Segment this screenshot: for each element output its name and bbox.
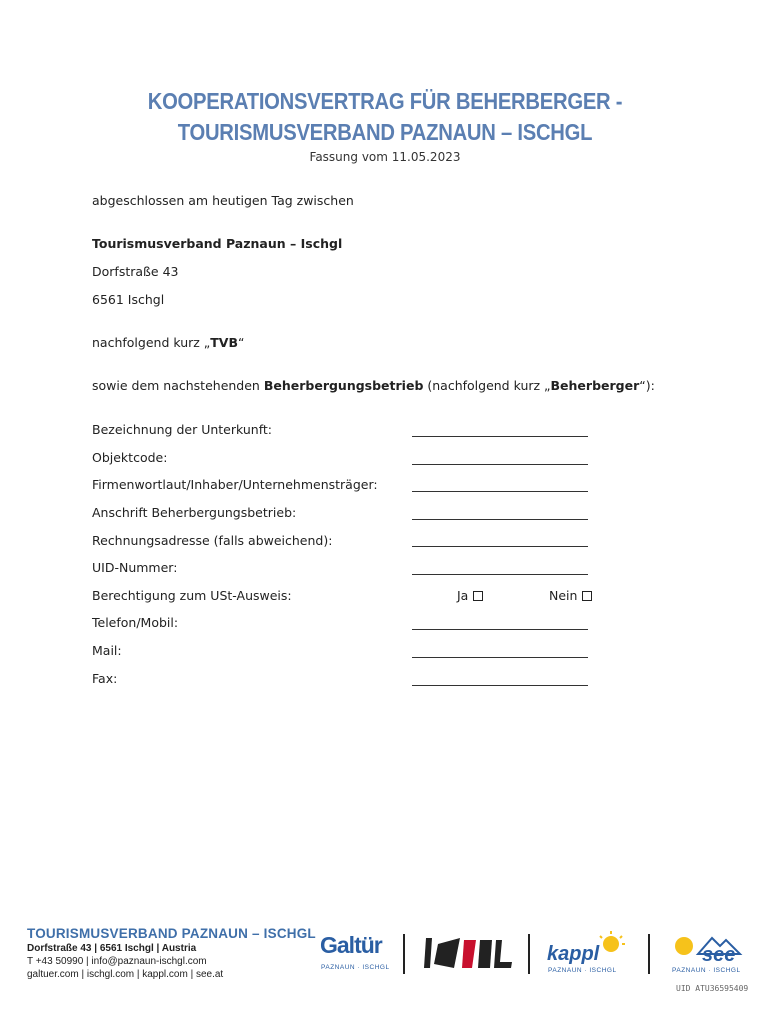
document-title-line2: TOURISMUSVERBAND PAZNAUN – ISCHGL bbox=[177, 119, 593, 145]
party-bold2: Beherberger bbox=[550, 378, 640, 393]
field-label-billing: Rechnungsadresse (falls abweichend): bbox=[92, 533, 333, 548]
short-prefix: nachfolgend kurz „ bbox=[92, 335, 211, 350]
field-label-vat: Berechtigung zum USt-Ausweis: bbox=[92, 588, 292, 603]
corner-code: UID ATU36595409 bbox=[676, 984, 749, 993]
field-label-uid: UID-Nummer: bbox=[92, 560, 178, 575]
field-label-company: Firmenwortlaut/Inhaber/Unternehmensträger: bbox=[92, 477, 378, 492]
footer-org-name: TOURISMUSVERBAND PAZNAUN – ISCHGL bbox=[27, 926, 316, 941]
galtuer-logo-text: Galtür bbox=[320, 932, 382, 958]
field-label-object-code: Objektcode: bbox=[92, 450, 168, 465]
party-prefix: sowie dem nachstehenden bbox=[92, 378, 264, 393]
footer-address: Dorfstraße 43 | 6561 Ischgl | Austria bbox=[27, 943, 197, 954]
field-label-address: Anschrift Beherbergungsbetrieb: bbox=[92, 505, 297, 520]
galtuer-logo bbox=[320, 928, 390, 976]
short-name-line bbox=[92, 335, 245, 350]
vat-yes-label: Ja bbox=[457, 588, 469, 603]
checkbox-yes[interactable] bbox=[473, 591, 483, 601]
kappl-logo bbox=[545, 930, 629, 976]
field-input-company[interactable] bbox=[412, 491, 588, 492]
party-middle: (nachfolgend kurz „ bbox=[423, 378, 551, 393]
checkbox-no[interactable] bbox=[582, 591, 592, 601]
ischgl-logo-text bbox=[515, 932, 516, 933]
concluded-text: abgeschlossen am heutigen Tag zwischen bbox=[92, 193, 354, 208]
field-label-mail: Mail: bbox=[92, 643, 122, 658]
see-logo-sub: PAZNAUN · ISCHGL bbox=[672, 967, 741, 974]
footer-divider-1 bbox=[403, 934, 405, 974]
field-label-accommodation: Bezeichnung der Unterkunft: bbox=[92, 422, 272, 437]
short-suffix: “ bbox=[238, 335, 245, 350]
field-input-address[interactable] bbox=[412, 519, 588, 520]
footer-websites: galtuer.com | ischgl.com | kappl.com | see.at bbox=[27, 969, 224, 980]
short-name: TVB bbox=[210, 335, 239, 350]
party-suffix: “): bbox=[639, 378, 655, 393]
see-logo bbox=[668, 930, 743, 976]
field-input-object-code[interactable] bbox=[412, 464, 588, 465]
see-logo-text: see bbox=[702, 944, 736, 966]
galtuer-logo-sub: PAZNAUN · ISCHGL bbox=[321, 964, 390, 971]
document-version: Fassung vom 11.05.2023 bbox=[309, 150, 461, 164]
field-label-fax: Fax: bbox=[92, 671, 118, 686]
vat-no-option[interactable] bbox=[549, 588, 592, 603]
footer-contact: T +43 50990 | info@paznaun-ischgl.com bbox=[27, 956, 207, 967]
org-city: 6561 Ischgl bbox=[92, 292, 165, 307]
ischgl-logo bbox=[420, 932, 515, 974]
org-name: Tourismusverband Paznaun – Ischgl bbox=[92, 236, 343, 251]
footer-divider-2 bbox=[528, 934, 530, 974]
ischgl-logo-mark bbox=[420, 932, 515, 974]
field-input-accommodation[interactable] bbox=[412, 436, 588, 437]
kappl-logo-sub: PAZNAUN · ISCHGL bbox=[548, 967, 617, 974]
field-input-uid[interactable] bbox=[412, 574, 588, 575]
field-input-fax[interactable] bbox=[412, 685, 588, 686]
vat-yes-option[interactable] bbox=[457, 588, 483, 603]
field-label-phone: Telefon/Mobil: bbox=[92, 615, 179, 630]
vat-no-label: Nein bbox=[549, 588, 578, 603]
org-street: Dorfstraße 43 bbox=[92, 264, 179, 279]
footer-divider-3 bbox=[648, 934, 650, 974]
field-input-billing[interactable] bbox=[412, 546, 588, 547]
party-bold: Beherbergungsbetrieb bbox=[263, 378, 424, 393]
field-input-mail[interactable] bbox=[412, 657, 588, 658]
field-input-phone[interactable] bbox=[412, 629, 588, 630]
document-title-line1: KOOPERATIONSVERTRAG FÜR BEHERBERGER - bbox=[147, 88, 623, 114]
kappl-logo-text: kappl bbox=[547, 943, 600, 965]
party-line bbox=[92, 378, 655, 393]
